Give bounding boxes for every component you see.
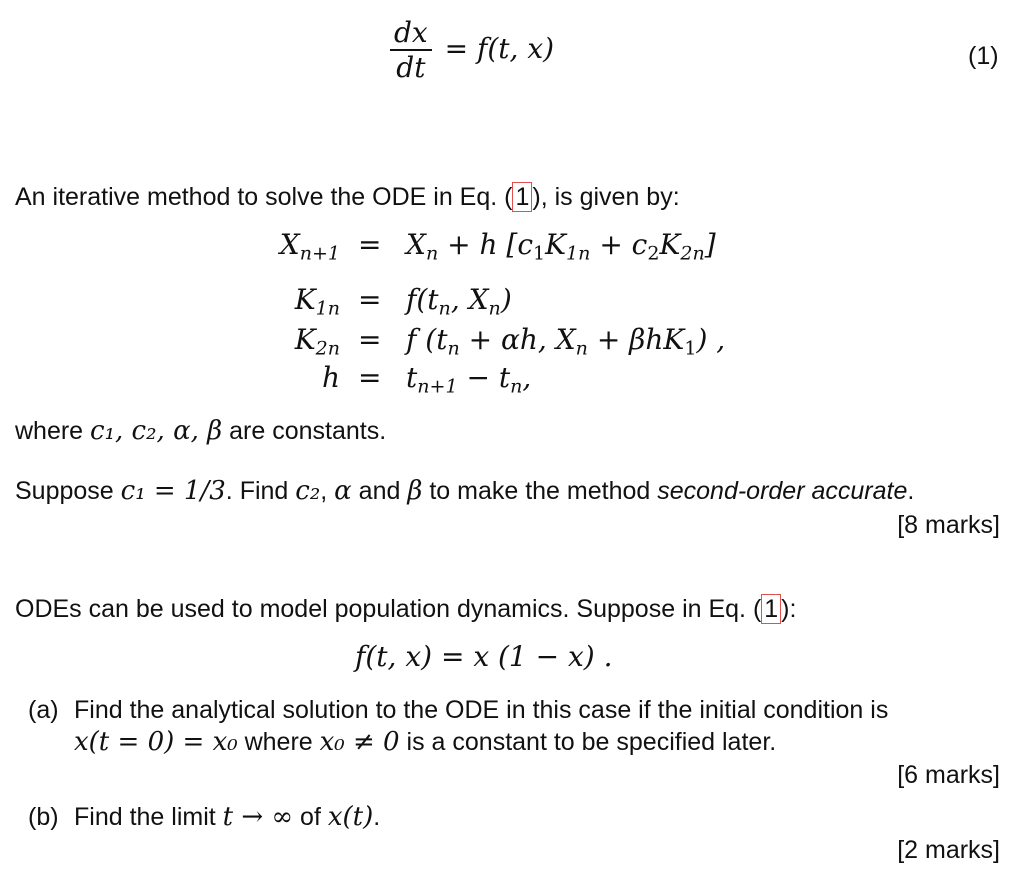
system-equals: = (358, 361, 382, 394)
q1-alpha: α (334, 476, 352, 506)
system-equals: = (358, 323, 382, 356)
part-b-prefix: Find the limit (74, 803, 223, 831)
question-1 (15, 476, 914, 506)
q1-marks: [8 marks] (897, 511, 1000, 539)
part-a-where: where (237, 728, 320, 756)
part-b-marks: [2 marks] (897, 836, 1000, 864)
q1-prefix: Suppose (15, 477, 121, 505)
system-rhs: $t_{n+1} - t_n$, (406, 361, 532, 398)
part-a-line-2 (74, 727, 776, 757)
system-lhs: $X_{n+1}$ (279, 228, 340, 265)
q1-and: and (351, 477, 408, 505)
part-b-end: . (373, 803, 381, 831)
system-equals: = (358, 228, 382, 261)
system-rhs: f ($t_n + \alpha h$, $X_n + \beta hK_1$) , (406, 323, 726, 360)
part-a-condition: x(t = 0) = x₀ (74, 727, 238, 757)
q1-emphasis: second-order accurate (657, 477, 908, 505)
part-a-marks: [6 marks] (897, 761, 1000, 789)
system-lhs: h (321, 361, 340, 394)
equation-1 (390, 16, 554, 84)
q1-condition: c₁ = 1/3 (120, 476, 226, 506)
constants-prefix: where (15, 417, 91, 445)
intro-text-before: An iterative method to solve the ODE in Eq. ( (15, 183, 513, 211)
population-equation: f(t, x) = x (1 − x) . (355, 640, 613, 673)
equation-number: (1) (968, 42, 999, 70)
system-row-1 (0, 228, 1024, 268)
equation-1-rhs: = f(t, x) (444, 31, 555, 65)
part-b-line (74, 802, 380, 832)
system-equals: = (358, 283, 382, 316)
intro-text-after: ), is given by: (532, 183, 680, 211)
q1-c2: c₂ (295, 476, 321, 506)
q1-find: . Find (225, 477, 296, 505)
fraction-denominator: dt (396, 51, 426, 84)
derivative-fraction (390, 16, 432, 84)
part-b-of: of (293, 803, 328, 831)
population-text-after: ): (781, 595, 797, 623)
q1-beta: β (407, 476, 423, 506)
part-a-tail: is a constant to be specified later. (399, 728, 777, 756)
system-row-2 (0, 283, 1024, 323)
equation-ref-link-2[interactable]: 1 (761, 594, 781, 624)
fraction-numerator: dx (394, 16, 428, 49)
part-b-limit: t → ∞ (222, 802, 294, 832)
constants-line (15, 416, 386, 446)
part-a-x0-nonzero: x₀ ≠ 0 (319, 727, 400, 757)
part-a-label: (a) (28, 696, 59, 724)
q1-end: . (907, 477, 915, 505)
equation-ref-link[interactable]: 1 (512, 182, 532, 212)
intro-line (15, 182, 680, 212)
population-text-before: ODEs can be used to model population dynamics. Suppose in Eq. ( (15, 595, 762, 623)
q1-comma: , (320, 477, 335, 505)
system-lhs: $K_{1n}$ (294, 283, 340, 320)
system-row-3 (0, 323, 1024, 363)
population-intro (15, 594, 796, 624)
system-rhs: $f(t_n$, $X_n$) (406, 283, 512, 320)
q1-middle: to make the method (422, 477, 658, 505)
constants-math: c₁, c₂, α, β (90, 416, 223, 446)
system-lhs: $K_{2n}$ (294, 323, 340, 360)
system-row-4 (0, 361, 1024, 401)
system-rhs: $X_n + h$ $[c_1K_{1n} + c_2K_{2n}]$ (406, 228, 716, 265)
part-a-line-1: Find the analytical solution to the ODE in this case if the initial condition is (74, 696, 889, 724)
part-b-xt: x(t) (327, 802, 374, 832)
constants-suffix: are constants. (222, 417, 387, 445)
part-b-label: (b) (28, 803, 59, 831)
